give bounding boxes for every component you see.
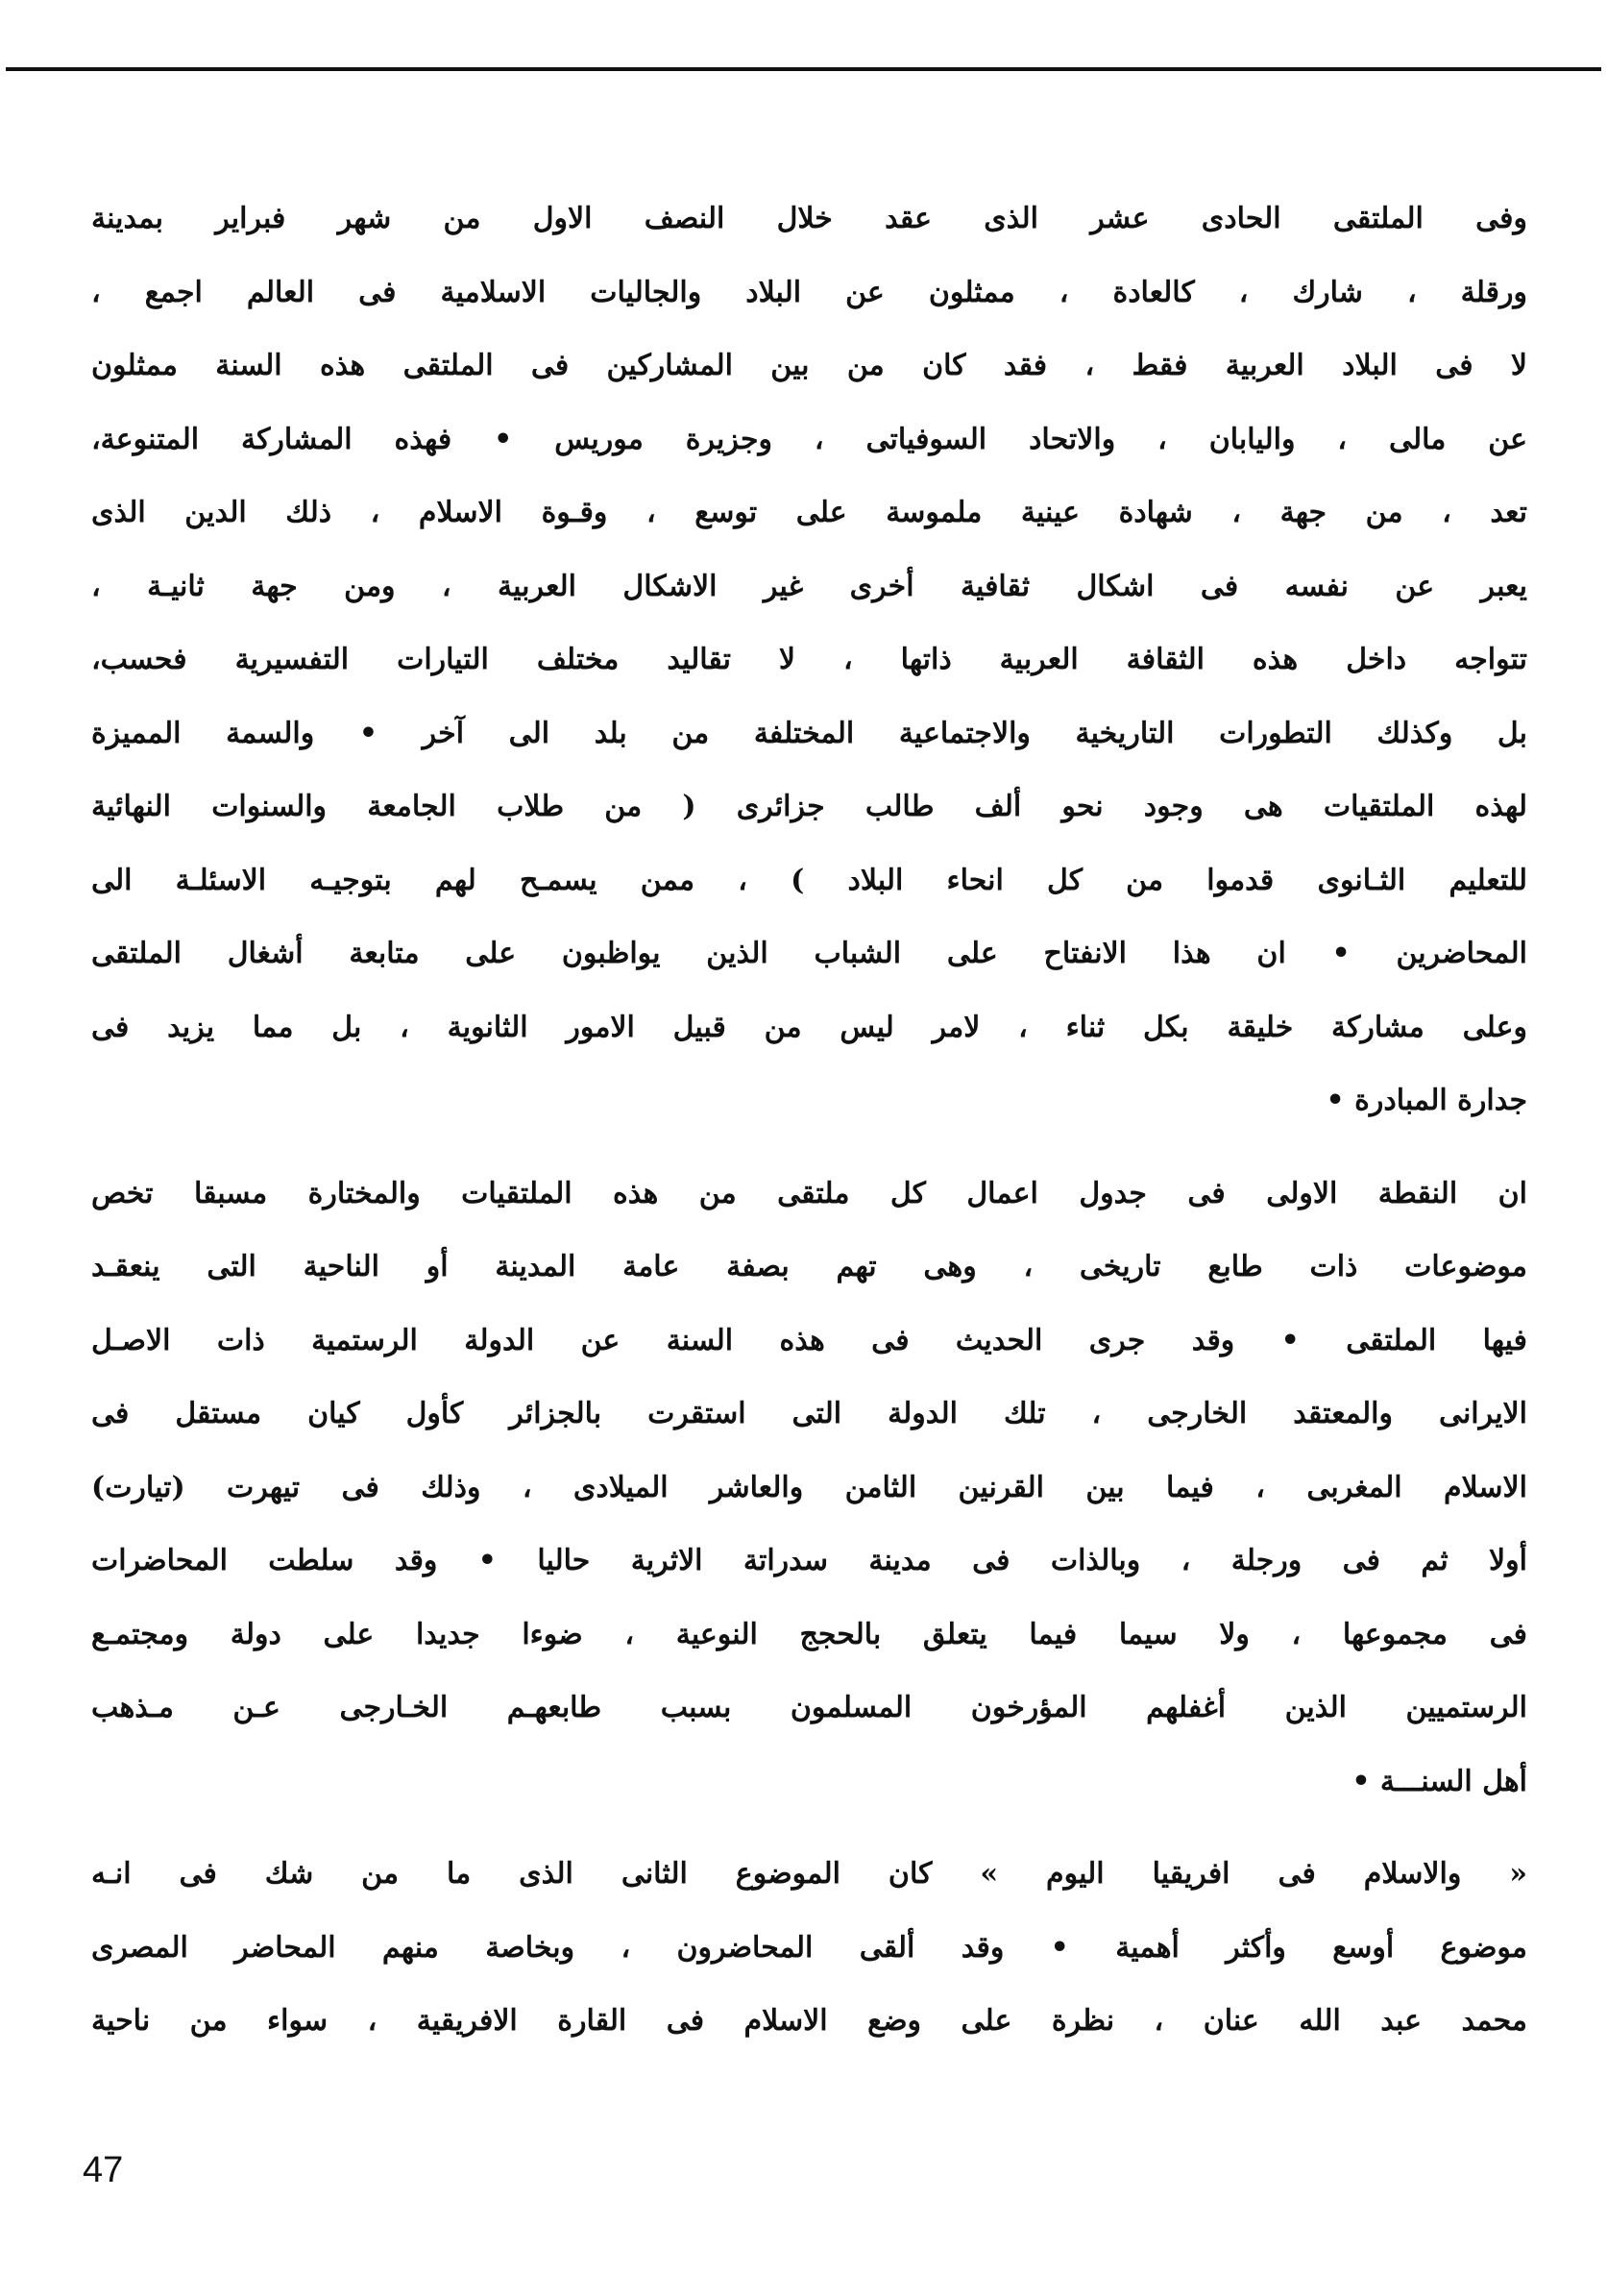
- text-line: فيها الملتقى • وقد جرى الحديث فى هذه السنة عن الدولة الرستمية ذات الاصـل: [91, 1323, 1527, 1357]
- text-line: لهذه الملتقيات هى وجود نحو ألف طالب جزائرى ( من طلاب الجامعة والسنوات النهائية: [91, 790, 1527, 823]
- paragraph-1: [91, 183, 1527, 1138]
- header-rule: [6, 67, 1601, 71]
- text-line: المحاضرين • ان هذا الانفتاح على الشباب الذين يواظبون على متابعة أشغال الملتقى: [91, 937, 1527, 970]
- text-line: أولا ثم فى ورجلة ، وبالذات فى مدينة سدراتة الاثرية حاليا • وقد سلطت المحاضرات: [91, 1544, 1527, 1577]
- text-line: « والاسلام فى افريقيا اليوم » كان الموضوع الثانى الذى ما من شك فى انـه: [91, 1857, 1527, 1891]
- text-line: الاسلام المغربى ، فيما بين القرنين الثامن والعاشر الميلادى ، وذلك فى تيهرت (تيارت): [91, 1470, 1527, 1504]
- text-line: ورقلة ، شارك ، كالعادة ، ممثلون عن البلاد والجاليات الاسلامية فى العالم اجمع ،: [91, 275, 1527, 309]
- paragraph-3: [91, 1838, 1527, 2059]
- text-line: للتعليم الثـانوى قدموا من كل انحاء البلاد ) ، ممن يسمـح لهم بتوجيـه الاسئلـة الى: [91, 863, 1527, 897]
- text-line: الايرانى والمعتقد الخارجى ، تلك الدولة التى استقرت بالجزائر كأول كيان مستقل فى: [91, 1397, 1527, 1430]
- text-line: تتواجه داخل هذه الثقافة العربية ذاتها ، لا تقاليد مختلف التيارات التفسيرية فحسب،: [91, 643, 1527, 676]
- text-line: موضوعات ذات طابع تاريخى ، وهى تهم بصفة عامة المدينة أو الناحية التى ينعقـد: [91, 1250, 1527, 1283]
- page-number: 47: [83, 2150, 124, 2190]
- text-line: تعد ، من جهة ، شهادة عينية ملموسة على توسع ، وقـوة الاسلام ، ذلك الدين الذى: [91, 496, 1527, 529]
- text-line: يعبر عن نفسه فى اشكال ثقافية أخرى غير الاشكال العربية ، ومن جهة ثانيـة ،: [91, 569, 1527, 603]
- paragraph-2: [91, 1158, 1527, 1820]
- text-line: موضوع أوسع وأكثر أهمية • وقد ألقى المحاضرون ، وبخاصة منهم المحاضر المصرى: [91, 1930, 1527, 1965]
- text-line: جدارة المبادرة •: [1326, 1084, 1527, 1117]
- text-line: أهل السنـــة •: [1351, 1764, 1527, 1798]
- text-line: وعلى مشاركة خليقة بكل ثناء ، لامر ليس من قبيل الامور الثانوية ، بل مما يزيد فى: [91, 1010, 1527, 1044]
- page-body: [91, 183, 1527, 2059]
- text-line: وفى الملتقى الحادى عشر الذى عقد خلال النصف الاول من شهر فبراير بمدينة: [91, 202, 1527, 235]
- text-line: محمد عبد الله عنان ، نظرة على وضع الاسلام فى القارة الافريقية ، سواء من ناحية: [91, 2004, 1527, 2038]
- text-line: ان النقطة الاولى فى جدول اعمال كل ملتقى من هذه الملتقيات والمختارة مسبقا تخص: [91, 1176, 1527, 1210]
- text-line: بل وكذلك التطورات التاريخية والاجتماعية المختلفة من بلد الى آخر • والسمة المميزة: [91, 716, 1527, 750]
- text-line: لا فى البلاد العربية فقط ، فقد كان من بين المشاركين فى الملتقى هذه السنة ممثلون: [91, 349, 1527, 382]
- paragraph-spacing: [91, 1819, 1527, 1838]
- paragraph-spacing: [91, 1138, 1527, 1158]
- text-line: الرستميين الذين أغفلهم المؤرخون المسلمون بسبب طابعهـم الخـارجى عـن مـذهب: [91, 1691, 1527, 1724]
- text-line: عن مالى ، واليابان ، والاتحاد السوفياتى ، وجزيرة موريس • فهذه المشاركة المتنوعة،: [91, 422, 1527, 456]
- text-line: فى مجموعها ، ولا سيما فيما يتعلق بالحجج النوعية ، ضوءا جديدا على دولة ومجتمـع: [91, 1617, 1527, 1651]
